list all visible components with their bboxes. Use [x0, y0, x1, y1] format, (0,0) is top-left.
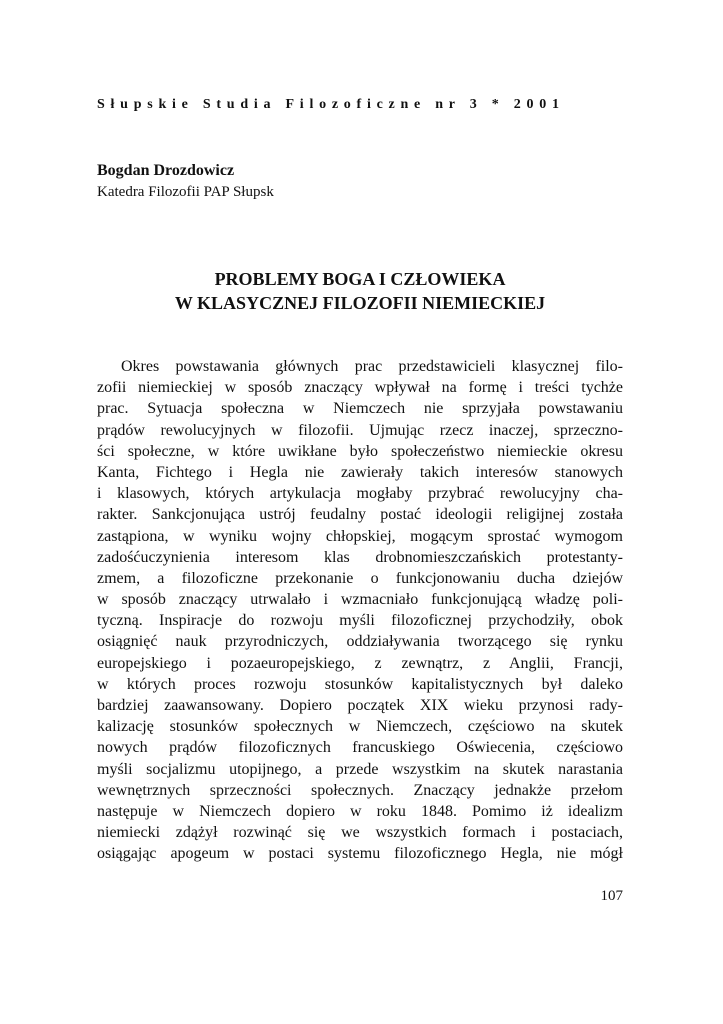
body-line: w sposób znaczący utrwalało i wzmacniało funkcjonującą władzę poli- [97, 591, 623, 609]
body-line: następuje w Niemczech dopiero w roku 1848. Pomimo iż idealizm [97, 802, 623, 820]
body-line: zastąpiona, w wyniku wojny chłopskiej, mogącym sprostać wymogom [97, 527, 623, 545]
page-number: 107 [600, 888, 623, 904]
body-line: zadośćuczynienia interesom klas drobnomieszczańskich protestanty- [97, 548, 623, 566]
author-block [97, 160, 623, 203]
body-line: myśli socjalizmu utopijnego, a przede wszystkim na skutek narastania [97, 760, 623, 778]
body-line: zofii niemieckiej w sposób znaczący wpływał na formę i treści tychże [97, 379, 623, 397]
author-name: Bogdan Drozdowicz [97, 162, 235, 179]
body-line: prac. Sytuacja społeczna w Niemczech nie sprzyjała powstawaniu [97, 400, 623, 418]
article-title [97, 267, 623, 315]
body-line: bardziej zaawansowany. Dopiero początek XIX wieku przynosi rady- [97, 697, 623, 714]
body-line: europejskiego i pozaeuropejskiego, z zewnątrz, z Anglii, Francji, [97, 654, 623, 672]
body-line: prądów rewolucyjnych w filozofii. Ujmując rzecz inaczej, sprzeczno- [97, 421, 623, 439]
author-affiliation: Katedra Filozofii PAP Słupsk [97, 184, 274, 200]
body-line: osiągnięć nauk przyrodniczych, oddziaływania tworzącego się rynku [97, 633, 623, 651]
body-line: nowych prądów filozoficznych francuskiego Oświecenia, częściowo [97, 739, 623, 757]
body-line: osiągając apogeum w postaci systemu filozoficznego Hegla, nie mógł [97, 845, 623, 863]
body-line: Okres powstawania głównych prac przedstawicieli klasycznej filo- [121, 358, 623, 375]
running-header: Słupskie Studia Filozoficzne nr 3 * 2001 [97, 97, 565, 112]
body-line: i klasowych, których artykulacja mogłaby przybrać rewolucyjny cha- [97, 485, 623, 503]
title-line-2: W KLASYCZNEJ FILOZOFII NIEMIECKIEJ [174, 293, 546, 313]
body-line: kalizację stosunków społecznych w Niemczech, częściowo na skutek [97, 718, 623, 736]
body-line: wewnętrznych sprzeczności społecznych. Znaczący jednakże przełom [97, 781, 623, 799]
article-body [97, 356, 623, 865]
body-line: w których proces rozwoju stosunków kapitalistycznych był daleko [97, 675, 623, 693]
title-line-1: PROBLEMY BOGA I CZŁOWIEKA [214, 269, 506, 289]
body-line: rakter. Sankcjonująca ustrój feudalny postać ideologii religijnej została [97, 506, 623, 524]
body-line: zmem, a filozoficzne przekonanie o funkcjonowaniu ducha dziejów [97, 569, 623, 587]
body-line: tyczną. Inspiracje do rozwoju myśli filozoficznej przychodziły, obok [97, 612, 623, 630]
body-line: Kanta, Fichtego i Hegla nie zawierały takich interesów stanowych [97, 463, 623, 481]
body-line: ści społeczne, w które uwikłane było społeczeństwo niemieckie okresu [97, 442, 623, 460]
body-line: niemiecki zdążył rozwinąć się we wszystkich formach i postaciach, [97, 824, 623, 842]
